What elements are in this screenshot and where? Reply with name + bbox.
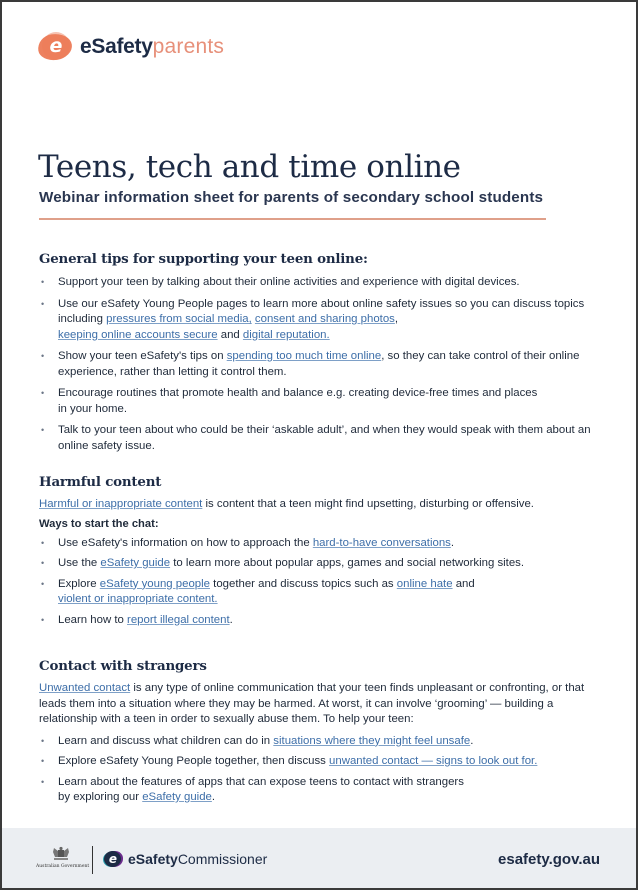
commissioner-badge-letter: e	[108, 852, 118, 866]
list-item-text: .	[229, 613, 233, 626]
link-keeping-accounts-secure[interactable]: keeping online accounts secure	[58, 328, 218, 341]
list-item-text: by exploring our	[58, 791, 143, 803]
list-item-text: Learn how to	[58, 613, 128, 626]
list-item	[39, 297, 599, 344]
list-item-text: .	[470, 734, 474, 747]
coat-of-arms-icon	[51, 846, 71, 862]
link-hard-to-have-conversations[interactable]: hard-to-have conversations	[312, 536, 451, 549]
list-item-text: together and discuss topics such as	[210, 577, 397, 590]
intro-text: is content that a teen might find upsetting, disturbing or offensive.	[202, 498, 534, 510]
list-item-text: Learn and discuss what children can do in	[58, 734, 274, 747]
list-item-text: , so they can take control of their online experience, rather than letting it control them.	[58, 350, 580, 378]
link-spending-too-much-time[interactable]: spending too much time online	[226, 350, 382, 362]
footer-divider	[92, 846, 93, 874]
contact-strangers-section	[39, 658, 599, 811]
page-footer	[2, 828, 636, 888]
harmful-content-list	[39, 536, 599, 629]
link-digital-reputation[interactable]: digital reputation.	[242, 328, 330, 341]
list-item-text: .	[211, 791, 216, 803]
link-violent-content[interactable]: violent or inappropriate content.	[58, 593, 218, 605]
list-item-text: Talk to your teen about who could be their ‘askable adult’, and when they would speak with them about an online safety issue.	[58, 424, 591, 452]
list-item-text: Use the	[58, 557, 101, 569]
list-item-text: and	[452, 577, 475, 590]
list-item-text: Use our eSafety Young People pages to learn more about online safety issues so you can discuss topics including	[58, 297, 585, 325]
list-item-text: Use eSafety's information on how to approach the	[58, 536, 313, 549]
link-unwanted-contact[interactable]: Unwanted contact	[39, 682, 131, 694]
section-intro	[39, 497, 599, 513]
link-esafety-guide-2[interactable]: eSafety guide	[142, 791, 212, 803]
list-item-text: .	[450, 536, 455, 549]
list-item	[39, 754, 599, 770]
link-unwanted-contact-signs[interactable]: unwanted contact — signs to look out for.	[329, 755, 538, 767]
link-online-hate[interactable]: online hate	[396, 577, 453, 590]
list-item-text: to learn more about popular apps, games and social networking sites.	[170, 557, 525, 569]
list-item	[39, 275, 599, 291]
esafety-commissioner-logo[interactable]	[103, 850, 267, 868]
logo-badge-letter: e	[49, 35, 63, 57]
list-item	[39, 775, 599, 806]
harmful-content-section	[39, 474, 599, 633]
intro-text: is any type of online communication that your teen finds unpleasant or confronting, or that leads them into a situation where they may be harmed. At worst, it can involve ‘grooming’ — building a relationship with a teen in order to sexually abuse them. To help your teen:	[39, 682, 585, 725]
link-esafety-young-people[interactable]: eSafety young people	[99, 577, 210, 590]
list-item-text: Support your teen by talking about their online activities and experience with digital devices.	[58, 276, 520, 288]
list-item	[39, 349, 599, 380]
list-item	[39, 423, 599, 454]
list-item	[39, 386, 599, 417]
commissioner-brand-text: eSafety	[128, 851, 178, 867]
section-intro	[39, 681, 599, 728]
list-item	[39, 556, 599, 572]
link-harmful-content[interactable]: Harmful or inappropriate content	[39, 498, 203, 510]
section-heading: Harmful content	[39, 474, 162, 490]
link-situations-unsafe[interactable]: situations where they might feel unsafe	[273, 734, 471, 747]
link-esafety-guide[interactable]: eSafety guide	[100, 557, 171, 569]
logo-brand-text: eSafety	[80, 35, 153, 58]
general-tips-section	[39, 251, 599, 460]
page-subtitle: Webinar information sheet for parents of secondary school students	[39, 189, 544, 206]
australian-government-logo[interactable]	[36, 846, 90, 872]
page-title: Teens, tech and time online	[38, 149, 461, 185]
contact-strangers-list	[39, 734, 599, 806]
list-item-text: Encourage routines that promote health and balance e.g. creating device-free times and places in your home.	[58, 387, 538, 415]
link-consent-sharing-photos[interactable]: consent and sharing photos	[254, 313, 395, 325]
list-item	[39, 734, 599, 750]
link-pressures-social-media[interactable]: pressures from social media,	[106, 313, 252, 325]
list-item	[39, 536, 599, 552]
list-item-text: ,	[394, 313, 399, 325]
esafety-commissioner-e-icon	[103, 850, 123, 868]
list-item-text: Explore	[58, 577, 100, 590]
list-item-text: Explore eSafety Young People together, then discuss	[58, 755, 330, 767]
website-link[interactable]: esafety.gov.au	[498, 851, 600, 868]
title-divider	[39, 218, 546, 220]
general-tips-list	[39, 275, 599, 454]
list-item-text: and	[217, 328, 243, 341]
list-item-text: Learn about the features of apps that can expose teens to contact with strangers	[58, 775, 464, 788]
esafety-parents-logo[interactable]	[38, 30, 224, 64]
ways-to-start-label: Ways to start the chat:	[39, 517, 159, 530]
link-report-illegal-content[interactable]: report illegal content	[127, 613, 230, 626]
list-item	[39, 577, 599, 608]
logo-product-text: parents	[152, 35, 225, 58]
commissioner-name-text: Commissioner	[177, 851, 268, 867]
australian-government-label: Australian Government	[36, 864, 90, 869]
list-item	[39, 613, 599, 629]
section-heading: General tips for supporting your teen online:	[39, 251, 368, 267]
esafety-e-logo-icon	[38, 32, 72, 62]
section-heading: Contact with strangers	[39, 658, 207, 674]
list-item-text: Show your teen eSafety's tips on	[58, 350, 227, 362]
